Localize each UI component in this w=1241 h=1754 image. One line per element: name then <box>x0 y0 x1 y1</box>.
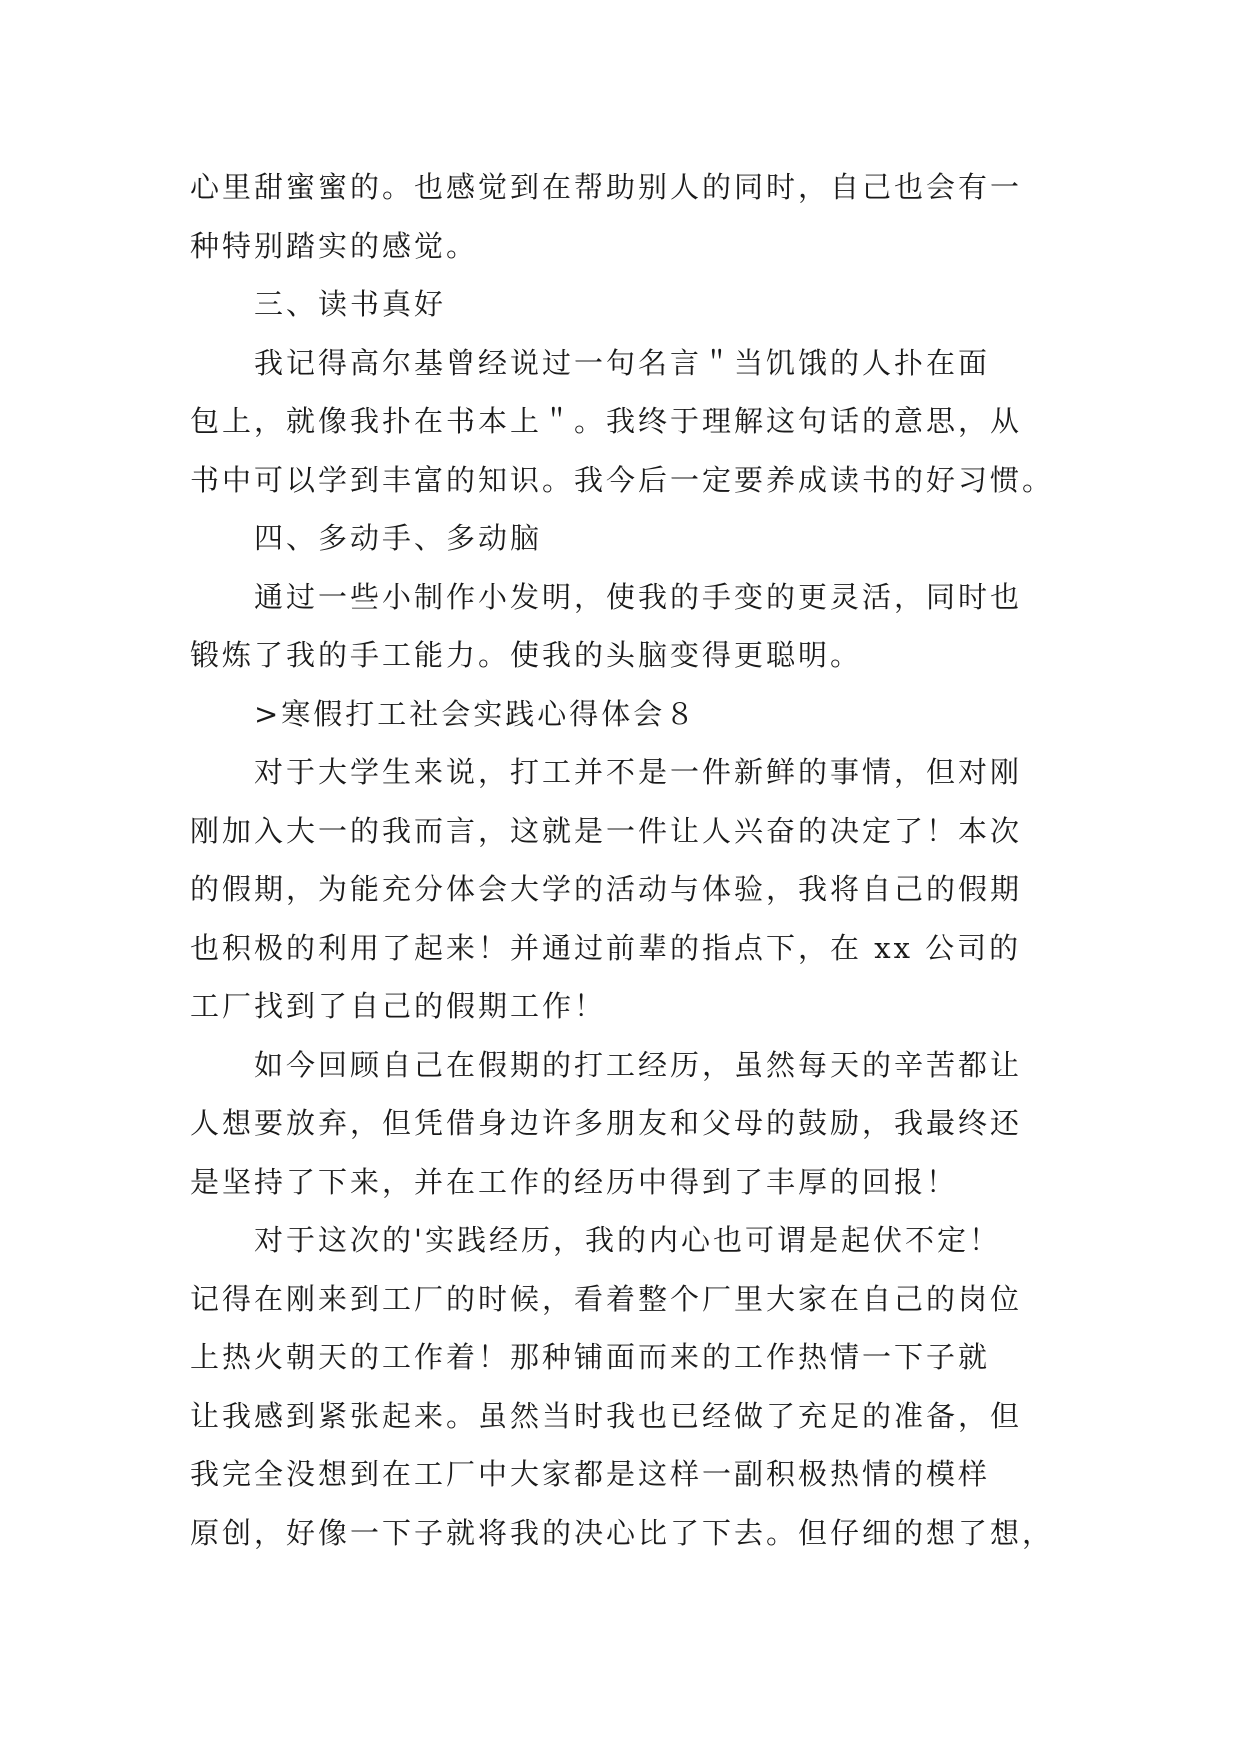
text-line: 包上，就像我扑在书本上＂。我终于理解这句话的意思，从 <box>190 404 1023 438</box>
text-line: 通过一些小制作小发明，使我的手变的更灵活，同时也 <box>254 579 1023 614</box>
text-line: 也积极的利用了起来！并通过前辈的指点下，在 xx 公司的 <box>190 930 1022 965</box>
article-heading: >寒假打工社会实践心得体会８ <box>254 696 698 731</box>
text-line: 锻炼了我的手工能力。使我的头脑变得更聪明。 <box>190 638 863 672</box>
text-line: 我记得高尔基曾经说过一句名言＂当饥饿的人扑在面 <box>254 345 991 380</box>
text-line: 是坚持了下来，并在工作的经历中得到了丰厚的回报！ <box>190 1164 959 1199</box>
text-line: 工厂找到了自己的假期工作！ <box>190 989 607 1023</box>
text-line: 让我感到紧张起来。虽然当时我也已经做了充足的准备，但 <box>190 1398 1023 1433</box>
text-line: 记得在刚来到工厂的时候，看着整个厂里大家在自己的岗位 <box>190 1281 1023 1316</box>
section-heading: 四、多动手、多动脑 <box>254 521 543 555</box>
text-line: 原创，好像一下子就将我的决心比了下去。但仔细的想了想， <box>190 1515 1055 1550</box>
text-line: 心里甜蜜蜜的。也感觉到在帮助别人的同时，自己也会有一 <box>190 170 1023 204</box>
text-line: 对于这次的'实践经历，我的内心也可谓是起伏不定！ <box>254 1223 1001 1257</box>
section-heading: 三、读书真好 <box>254 287 447 321</box>
text-line: 上热火朝天的工作着！那种铺面而来的工作热情一下子就 <box>190 1340 991 1374</box>
text-line: 如今回顾自己在假期的打工经历，虽然每天的辛苦都让 <box>254 1047 1023 1082</box>
text-line: 对于大学生来说，打工并不是一件新鲜的事情，但对刚 <box>254 755 1023 789</box>
text-line: 人想要放弃，但凭借身边许多朋友和父母的鼓励，我最终还 <box>190 1106 1023 1140</box>
text-line: 书中可以学到丰富的知识。我今后一定要养成读书的好习惯。 <box>190 462 1055 497</box>
text-line: 的假期，为能充分体会大学的活动与体验，我将自己的假期 <box>190 872 1023 906</box>
text-line: 种特别踏实的感觉。 <box>190 228 479 263</box>
text-line: 我完全没想到在工厂中大家都是这样一副积极热情的模样 <box>190 1457 991 1491</box>
body-text <box>190 158 1070 1562</box>
text-line: 刚加入大一的我而言，这就是一件让人兴奋的决定了！本次 <box>190 813 1023 848</box>
